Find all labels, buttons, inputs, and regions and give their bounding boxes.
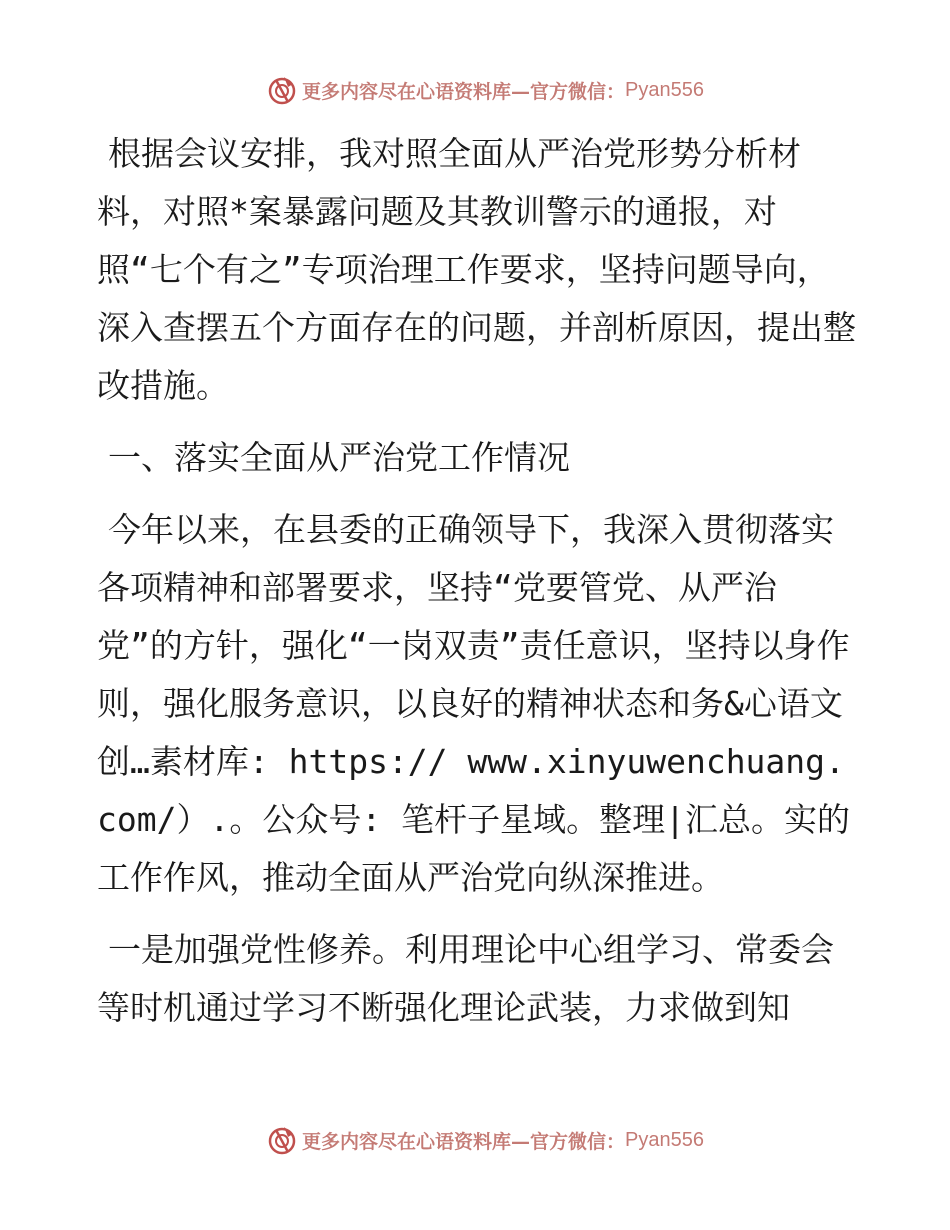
paragraph-situation: 今年以来，在县委的正确领导下，我深入贯彻落实各项精神和部署要求，坚持“党要管党、从严治党”的方针，强化“一岗双责”责任意识，坚持以身作则，强化服务意识，以良好的精神状态和务&心语文创…素材库: https:// www.xinyuwenchuang.com/）.。公众号: 笔杆子星域。整理|汇总。实的工作作风，推动全面从严治党向纵深推进。 <box>97 510 850 897</box>
paragraph-intro: 根据会议安排，我对照全面从严治党形势分析材料，对照*案暴露问题及其教训警示的通报，对照“七个有之”专项治理工作要求，坚持问题导向，深入查摆五个方面存在的问题，并剖析原因，提出整改措施。 <box>97 134 856 405</box>
header-banner-wechat-id: Pyan556 <box>625 78 704 101</box>
header-banner <box>0 70 950 110</box>
footer-banner-content <box>266 1124 704 1156</box>
section-heading: 一、落实全面从严治党工作情况 <box>108 438 570 477</box>
brand-logo-icon <box>266 74 298 106</box>
footer-banner <box>0 1120 950 1160</box>
document-body <box>97 125 857 1037</box>
header-banner-content <box>266 74 704 106</box>
brand-logo-icon <box>266 1124 298 1156</box>
footer-banner-text: 更多内容尽在心语资料库—官方微信： <box>302 1130 626 1153</box>
header-banner-text: 更多内容尽在心语资料库—官方微信： <box>302 80 626 103</box>
paragraph-point-one: 一是加强党性修养。利用理论中心组学习、常委会等时机通过学习不断强化理论武装，力求做到知 <box>97 930 834 1027</box>
footer-banner-wechat-id: Pyan556 <box>625 1128 704 1151</box>
